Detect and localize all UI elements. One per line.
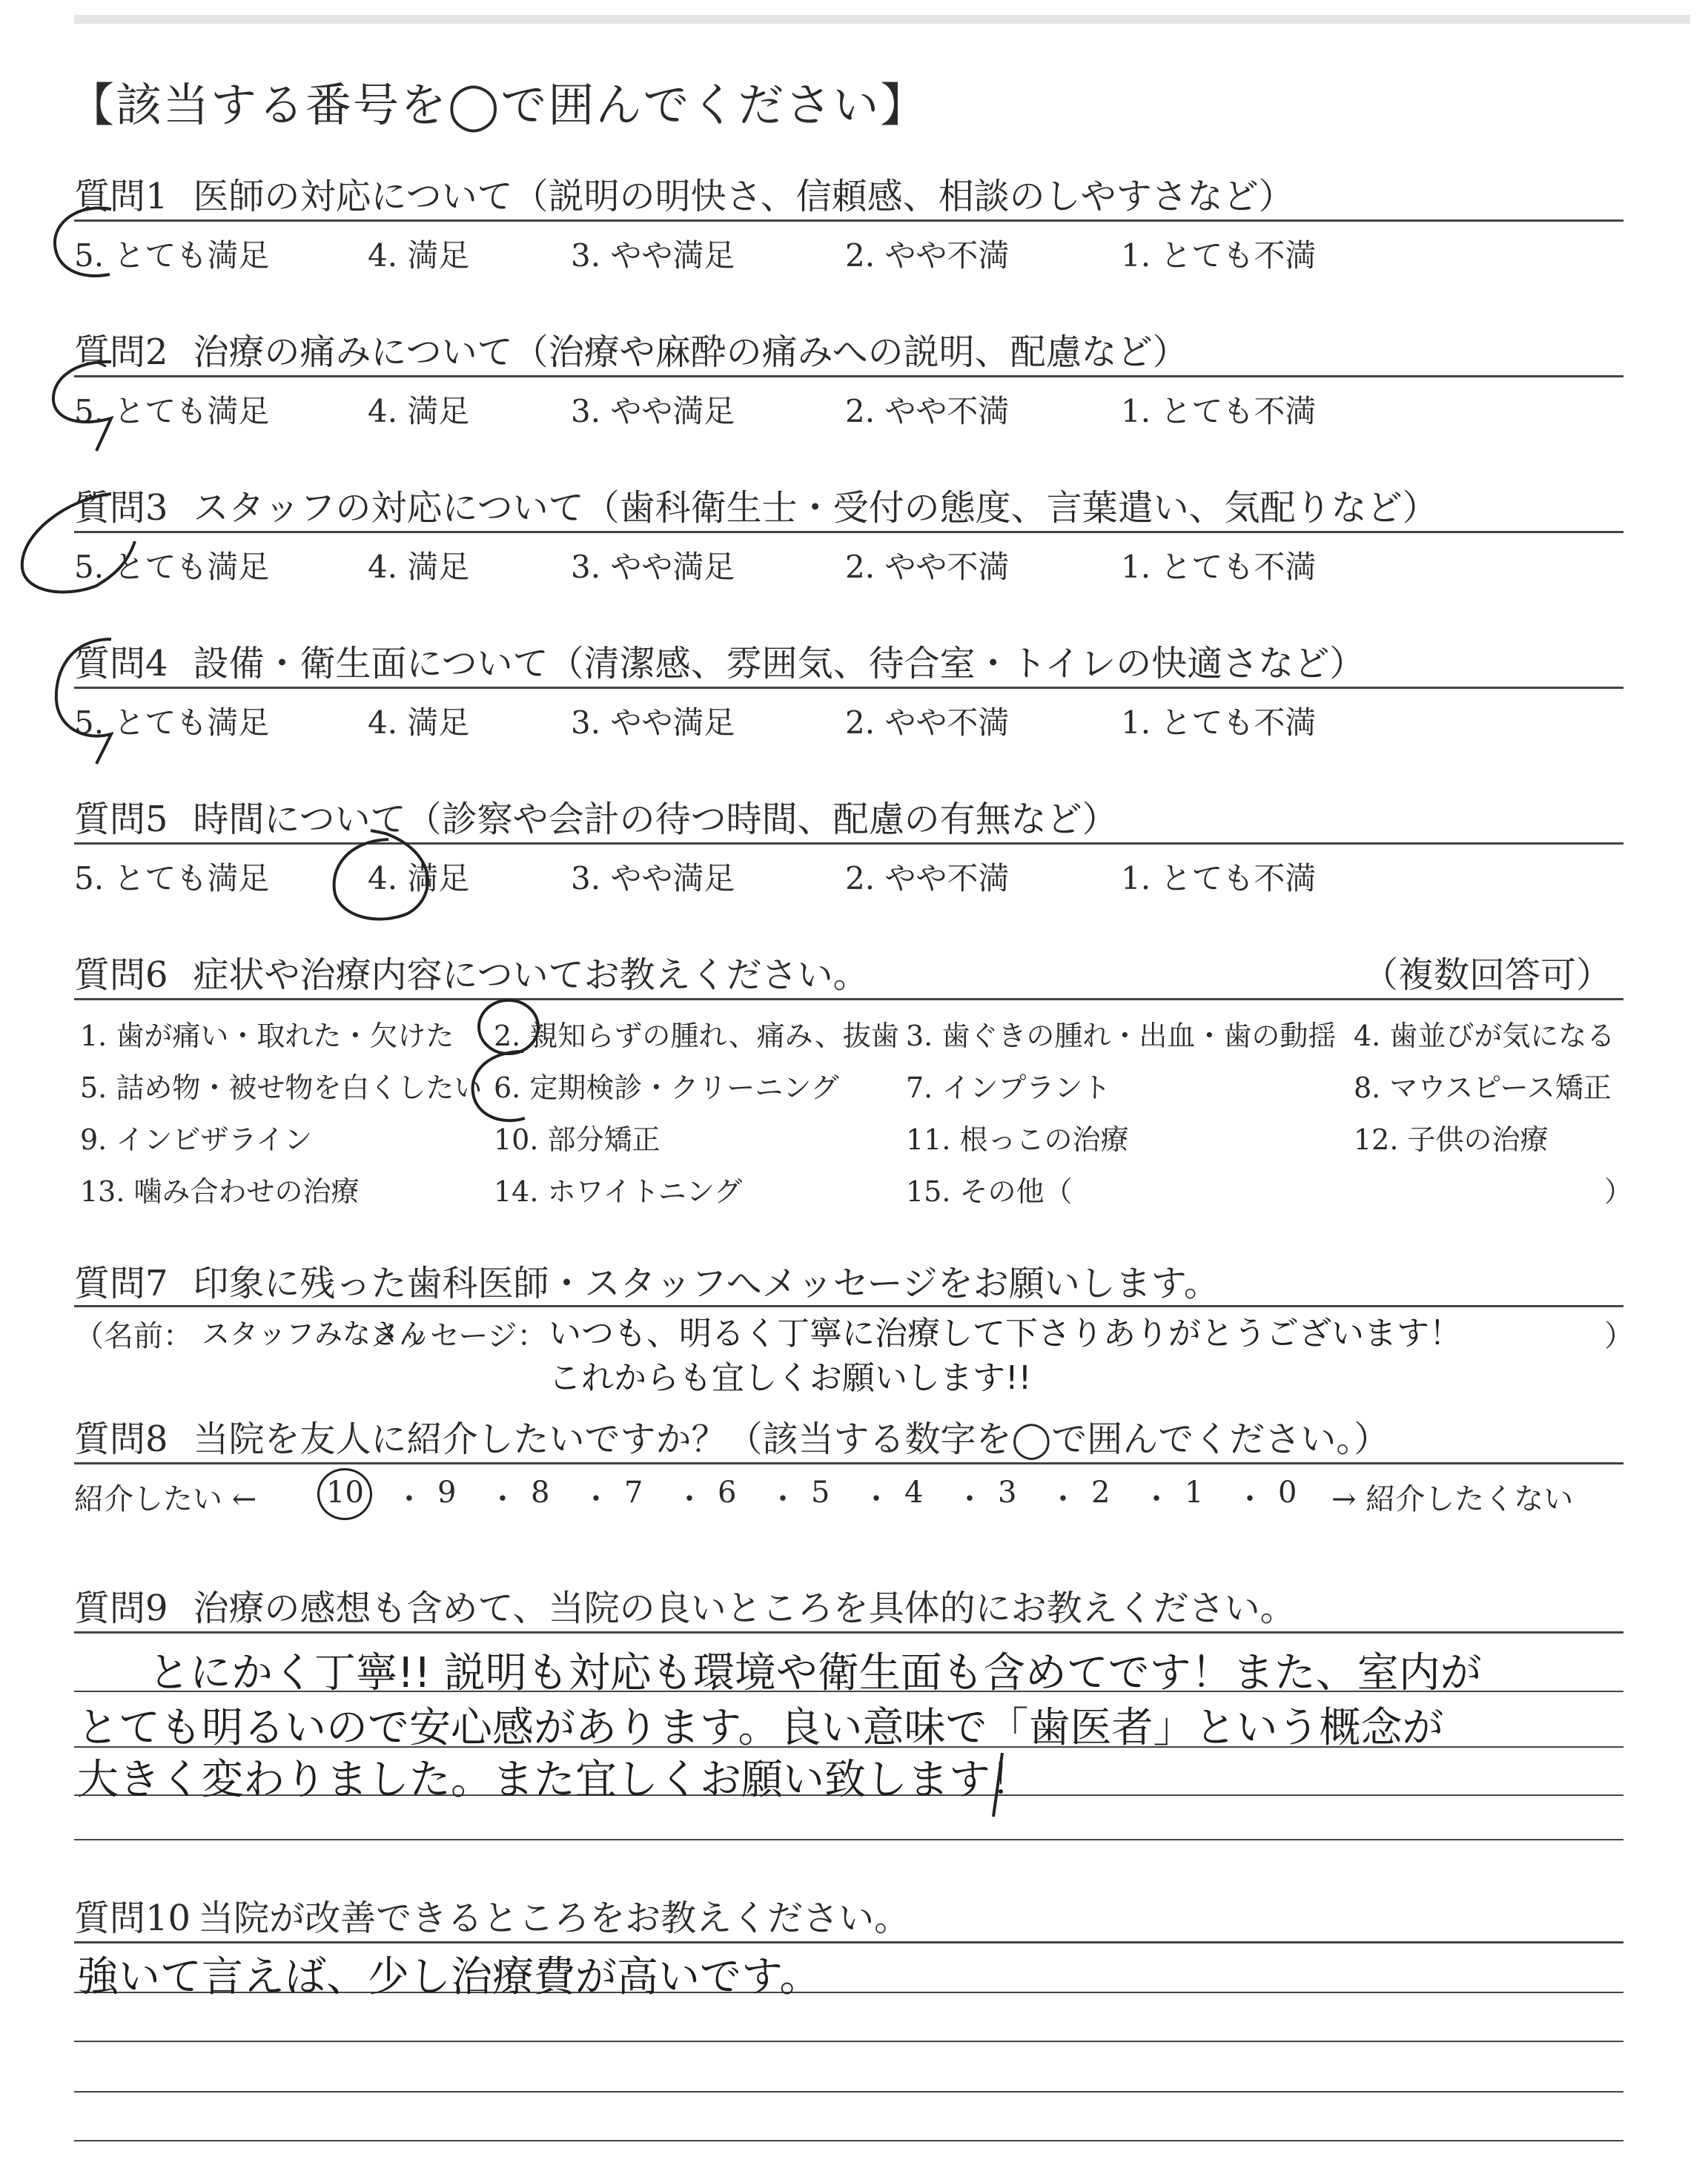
scale-value[interactable]: 0 (1278, 1476, 1297, 1510)
option-3[interactable]: 3. やや満足 (571, 393, 735, 429)
answer-line-1: とにかく丁寧!! 説明も対応も環境や衛生面も含めてです！また、室内が (148, 1649, 1482, 1697)
symptom-option[interactable]: 10. 部分矯正 (494, 1123, 661, 1156)
scale-value[interactable]: 3 (998, 1476, 1017, 1510)
symptom-option[interactable]: 4. 歯並びが気になる (1354, 1020, 1615, 1052)
option-5[interactable]: 5. とても満足 (74, 860, 270, 896)
question-text: 治療の痛みについて（治療や麻酔の痛みへの説明、配慮など） (193, 331, 1188, 373)
question-label: 質問9 (74, 1588, 168, 1629)
circle-mark-q1 (55, 208, 111, 277)
scale-left-label: 紹介したい ← (74, 1482, 257, 1516)
page-title: 【該当する番号を◯で囲んでください】 (68, 78, 928, 132)
option-1[interactable]: 1. とても不満 (1121, 549, 1317, 585)
circle-mark-q6-option-6 (473, 1051, 525, 1120)
symptom-option[interactable]: 8. マウスピース矯正 (1354, 1071, 1612, 1104)
question-label: 質問8 (74, 1418, 168, 1460)
other-option[interactable]: 15. その他（ (906, 1175, 1073, 1208)
symptom-option[interactable]: 5. 詰め物・被せ物を白くしたい (80, 1071, 483, 1104)
scale-value[interactable]: 6 (718, 1476, 737, 1510)
q9-stroke (993, 1753, 1002, 1817)
scale-dot: ・ (488, 1482, 517, 1516)
scale-value[interactable]: 2 (1091, 1476, 1110, 1510)
question-label: 質問6 (74, 954, 168, 996)
question-text: 印象に残った歯科医師・スタッフへメッセージをお願いします。 (193, 1263, 1219, 1304)
question-text: 時間について（診察や会計の待つ時間、配慮の有無など） (193, 799, 1118, 840)
question-text: 治療の感想も含めて、当院の良いところを具体的にお教えください。 (193, 1588, 1296, 1629)
symptom-option[interactable]: 2. 親知らずの腫れ、痛み、抜歯 (494, 1020, 899, 1052)
option-3[interactable]: 3. やや満足 (571, 549, 735, 585)
message-line-1[interactable]: いつも、明るく丁寧に治療して下さりありがとうございます！ (549, 1315, 1462, 1353)
scale-value[interactable]: 9 (437, 1476, 457, 1510)
symptom-option[interactable]: 1. 歯が痛い・取れた・欠けた (80, 1020, 454, 1052)
symptom-option[interactable]: 3. 歯ぐきの腫れ・出血・歯の動揺 (906, 1020, 1337, 1052)
scale-dot: ・ (394, 1482, 424, 1516)
scale-dot: ・ (768, 1482, 798, 1516)
option-5[interactable]: 5. とても満足 (74, 549, 270, 585)
option-5[interactable]: 5. とても満足 (74, 237, 270, 274)
option-2[interactable]: 2. やや不満 (845, 704, 1010, 741)
circle-mark-q4 (56, 639, 111, 764)
question-label: 質問1 (74, 176, 168, 217)
scale-dot: ・ (861, 1482, 891, 1516)
option-1[interactable]: 1. とても不満 (1121, 237, 1317, 274)
message-label: メッセージ： (371, 1319, 547, 1353)
question-label: 質問4 (74, 643, 168, 684)
multiple-answers-note: （複数回答可） (1363, 954, 1612, 996)
scale-dot: ・ (1048, 1482, 1078, 1516)
circle-mark-q6-option-2 (479, 1000, 538, 1054)
symptom-option[interactable]: 14. ホワイトニング (494, 1175, 743, 1208)
message-line-2[interactable]: これからも宜しくお願いします!! (549, 1359, 1032, 1397)
question-text: 当院が改善できるところをお教えください。 (198, 1898, 910, 1939)
question-label: 質問10 (74, 1898, 191, 1939)
option-3[interactable]: 3. やや満足 (571, 237, 735, 274)
scale-dot: ・ (581, 1482, 611, 1516)
scale-dot: ・ (955, 1482, 984, 1516)
name-label: （名前： (74, 1319, 193, 1353)
symptom-option[interactable]: 12. 子供の治療 (1354, 1123, 1549, 1156)
option-1[interactable]: 1. とても不満 (1121, 860, 1317, 896)
option-1[interactable]: 1. とても不満 (1121, 704, 1317, 741)
other-option-close: ） (1604, 1175, 1633, 1208)
option-4[interactable]: 4. 満足 (368, 860, 470, 896)
option-4[interactable]: 4. 満足 (368, 704, 470, 741)
question-label: 質問2 (74, 331, 168, 373)
question-text: 当院を友人に紹介したいですか？（該当する数字を◯で囲んでください。） (193, 1418, 1390, 1460)
scale-value[interactable]: 1 (1185, 1476, 1204, 1510)
scale-value[interactable]: 4 (904, 1476, 924, 1510)
answer-line-2: とても明るいので安心感があります。良い意味で「歯医者」という概念が (77, 1704, 1444, 1752)
symptom-option[interactable]: 13. 噛み合わせの治療 (80, 1175, 360, 1208)
question-label: 質問7 (74, 1263, 168, 1304)
symptom-option[interactable]: 6. 定期検診・クリーニング (494, 1071, 839, 1104)
circle-mark-q2 (53, 362, 111, 451)
answer-line-3: 大きく変わりました。また宜しくお願い致します！ (77, 1756, 1032, 1804)
question-label: 質問5 (74, 799, 168, 840)
q10-answer[interactable]: 強いて言えば、少し治療費が高いです。 (77, 1953, 821, 2001)
message-close: ） (1604, 1319, 1634, 1353)
option-5[interactable]: 5. とても満足 (74, 393, 270, 429)
question-text: スタッフの対応について（歯科衛生士・受付の態度、言葉遣い、気配りなど） (193, 487, 1438, 529)
scale-value[interactable]: 8 (531, 1476, 550, 1510)
option-2[interactable]: 2. やや不満 (845, 393, 1010, 429)
option-2[interactable]: 2. やや不満 (845, 860, 1010, 896)
scale-right-label: → 紹介したくない (1331, 1482, 1574, 1516)
symptom-option[interactable]: 9. インビザライン (80, 1123, 313, 1156)
question-text: 症状や治療内容についてお教えください。 (193, 954, 869, 996)
scale-value[interactable]: 10 (326, 1476, 364, 1510)
option-2[interactable]: 2. やや不満 (845, 549, 1010, 585)
option-3[interactable]: 3. やや満足 (571, 860, 735, 896)
symptom-option[interactable]: 11. 根っこの治療 (906, 1123, 1129, 1156)
circle-mark-q5 (334, 830, 428, 919)
question-text: 医師の対応について（説明の明快さ、信頼感、相談のしやすさなど） (193, 176, 1294, 217)
name-value[interactable]: スタッフみなさん (202, 1318, 428, 1350)
option-5[interactable]: 5. とても満足 (74, 704, 270, 741)
option-3[interactable]: 3. やや満足 (571, 704, 735, 741)
option-4[interactable]: 4. 満足 (368, 393, 470, 429)
option-2[interactable]: 2. やや不満 (845, 237, 1010, 274)
scale-value[interactable]: 5 (811, 1476, 830, 1510)
circle-mark-q3 (22, 494, 135, 592)
scale-value[interactable]: 7 (624, 1476, 643, 1510)
symptom-option[interactable]: 7. インプラント (906, 1071, 1111, 1104)
question-text: 設備・衛生面について（清潔感、雰囲気、待合室・トイレの快適さなど） (193, 643, 1366, 684)
scale-dot: ・ (675, 1482, 704, 1516)
scale-dot: ・ (1142, 1482, 1171, 1516)
scale-dot: ・ (1235, 1482, 1265, 1516)
option-4[interactable]: 4. 満足 (368, 237, 470, 274)
question-label: 質問3 (74, 487, 168, 529)
option-1[interactable]: 1. とても不満 (1121, 393, 1317, 429)
option-4[interactable]: 4. 満足 (368, 549, 470, 585)
